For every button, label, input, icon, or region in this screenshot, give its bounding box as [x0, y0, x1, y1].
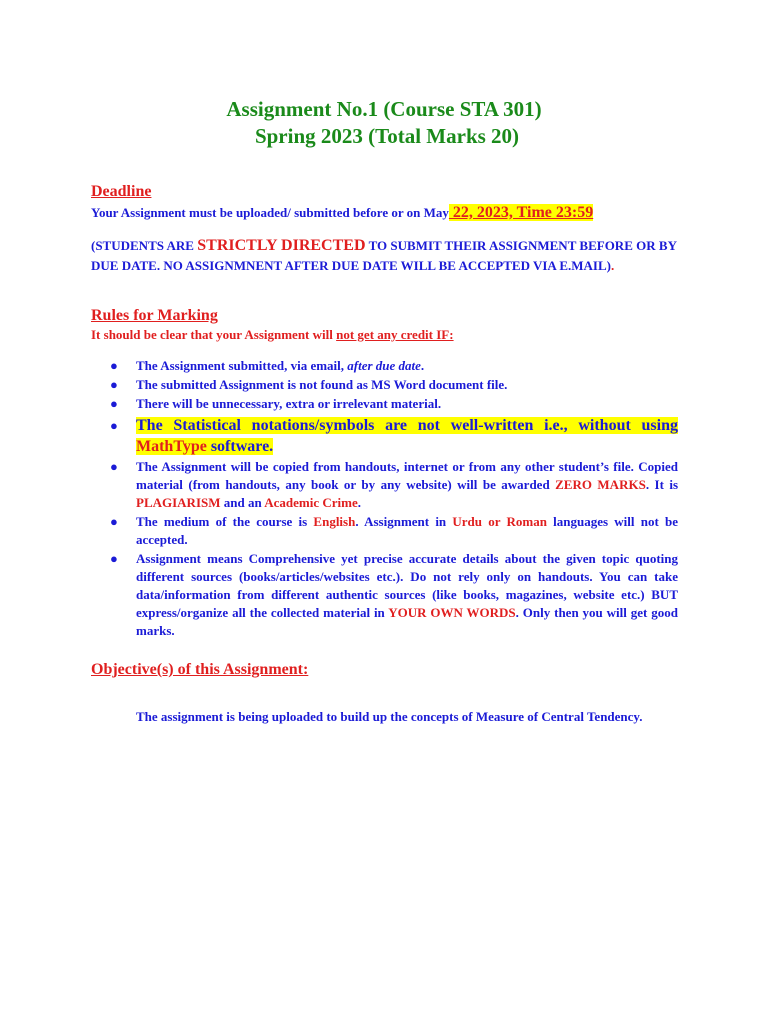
rule-text-end: languages will not be accepted. — [136, 514, 678, 547]
rule-text-end: . — [420, 358, 425, 373]
bullet-icon: ● — [110, 551, 118, 566]
directive-part1: (STUDENTS ARE — [91, 238, 198, 253]
rule-text: . Assignment in — [355, 514, 453, 529]
list-item — [110, 395, 678, 413]
assignment-title: Assignment No.1 (Course STA 301) — [226, 97, 542, 121]
submission-directive — [91, 236, 677, 276]
list-item — [110, 513, 678, 549]
rule-english: English — [313, 514, 356, 529]
rule-plagiarism: PLAGIARISM — [136, 495, 221, 510]
rule-text-end: software. — [206, 438, 274, 455]
rules-list — [110, 376, 678, 394]
rule-emphasis: after due date — [347, 358, 421, 373]
rule-zero-marks: ZERO MARKS — [555, 477, 646, 492]
objective-text: The assignment is being uploaded to build up the concepts of Measure of Central Tendency. — [136, 709, 643, 724]
assignment-subtitle: Spring 2023 (Total Marks 20) — [254, 124, 520, 148]
rule-text: The submitted Assignment is not found as MS Word document file. — [136, 377, 508, 392]
rule-text: The Assignment submitted, via email, — [136, 358, 348, 373]
directive-strict: STRICTLY DIRECTED — [197, 237, 366, 254]
list-item — [110, 458, 678, 512]
rule-mathtype: MathType — [136, 438, 207, 455]
rule-own-words: YOUR OWN WORDS — [388, 605, 516, 620]
rule-academic-crime: Academic Crime — [264, 495, 358, 510]
directive-part2: TO SUBMIT THEIR ASSIGNMENT BEFORE OR BY DUE DATE. NO ASSIGNMNENT AFTER DUE DATE WILL BE ACCEPTED VIA E.MAIL) — [91, 238, 677, 273]
list-item — [110, 357, 678, 375]
rules-heading: Rules for Marking — [91, 307, 218, 324]
rules-list — [110, 513, 678, 549]
directive-end: . — [611, 258, 615, 273]
bullet-icon: ● — [110, 377, 118, 392]
rule-text-end: . — [357, 495, 361, 510]
bullet-icon: ● — [110, 418, 118, 433]
rules-list — [110, 357, 678, 375]
list-item — [110, 415, 678, 457]
bullet-icon: ● — [110, 358, 118, 373]
bullet-icon: ● — [110, 459, 118, 474]
rule-urdu-roman: Urdu or Roman — [452, 514, 547, 529]
deadline-statement — [91, 203, 681, 223]
deadline-heading: Deadline — [91, 183, 152, 200]
rule-text: . It is — [645, 477, 679, 492]
rule-text: Assignment means Comprehensive yet precise accurate details about the given topic quoting different sources (books/articles/websites etc.). Do not rely only on handouts. You can take data/information from different authentic sources (like books, magazines, website etc.) BUT express/organize all the collected material in — [136, 551, 678, 620]
deadline-text: Your Assignment must be uploaded/ submitted before or on May — [91, 205, 449, 220]
rule-text: There will be unnecessary, extra or irrelevant material. — [136, 396, 442, 411]
bullet-icon: ● — [110, 514, 118, 529]
credit-condition: not get any credit IF: — [336, 327, 454, 342]
list-item — [110, 550, 678, 640]
rules-list — [110, 395, 678, 413]
credit-warning — [91, 327, 454, 343]
rule-text: The Assignment will be copied from handouts, internet or from any other student’s file. Copied material (from handouts, any book or by any website) will be awarded — [136, 459, 678, 492]
rule-text-end: . Only then you will get good marks. — [136, 605, 678, 638]
objective-heading: Objective(s) of this Assignment: — [91, 661, 309, 678]
list-item — [110, 376, 678, 394]
rule-text: and an — [220, 495, 265, 510]
rules-list — [110, 550, 678, 640]
deadline-date: 22, 2023, Time 23:59 — [448, 204, 594, 221]
rules-list — [110, 458, 678, 512]
rule-text: The medium of the course is — [136, 514, 314, 529]
bullet-icon: ● — [110, 396, 118, 411]
credit-prefix: It should be clear that your Assignment will — [91, 327, 337, 342]
rule-text: The Statistical notations/symbols are not well-written i.e., without using — [136, 417, 678, 434]
rules-list — [110, 415, 678, 457]
